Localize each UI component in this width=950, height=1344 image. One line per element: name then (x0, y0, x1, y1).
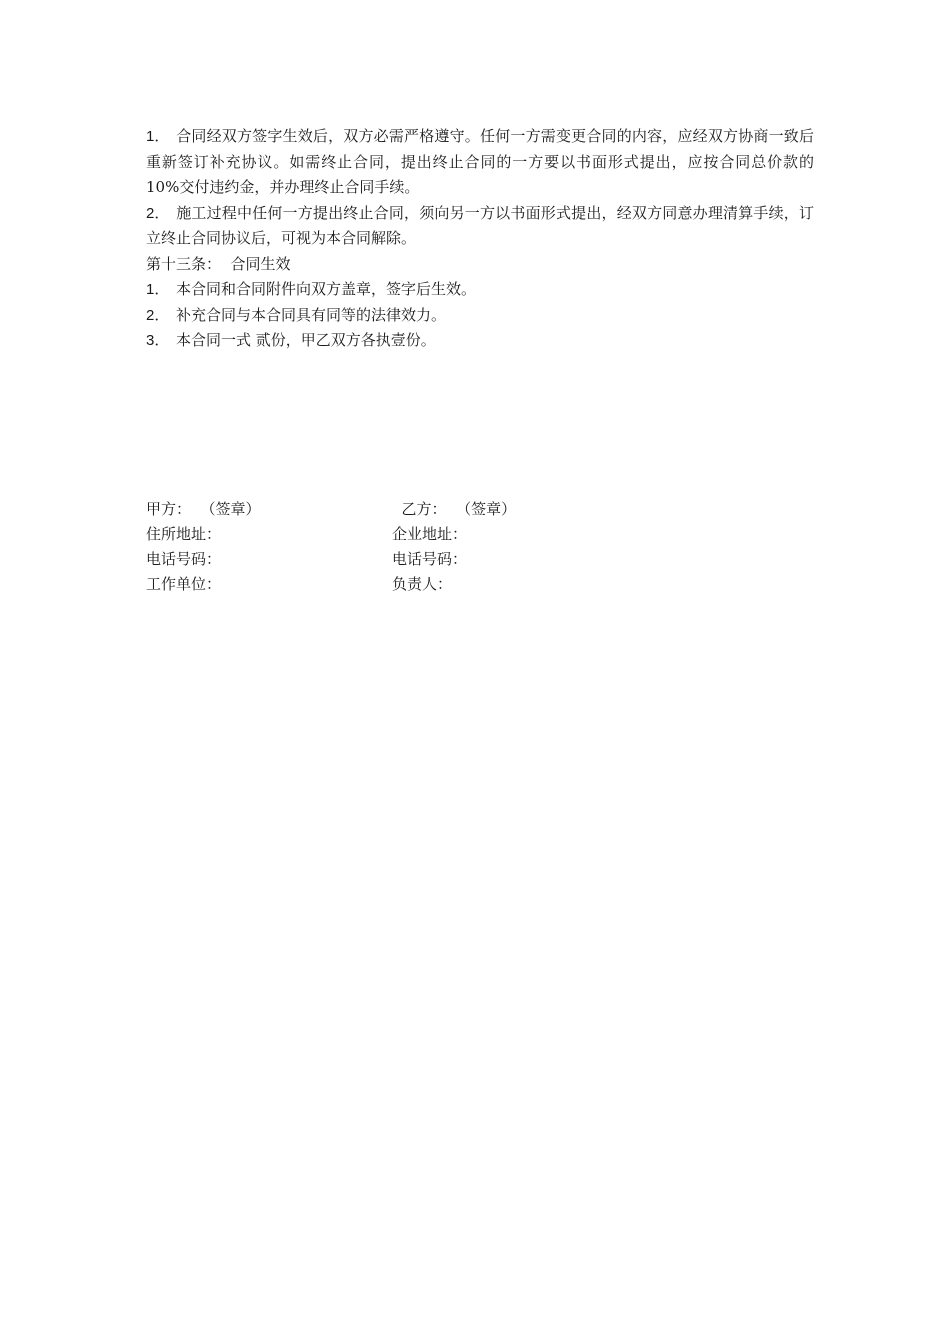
item-text: 本合同和合同附件向双方盖章，签字后生效。 (176, 280, 477, 298)
party-b-phone-label: 电话号码： (392, 550, 468, 568)
signature-row-employer (146, 572, 706, 597)
item-number: 1． (146, 281, 170, 298)
signature-row-phone (146, 547, 706, 572)
signature-row-parties (146, 497, 706, 522)
party-a-address-label: 住所地址： (146, 525, 222, 543)
item-number: 2． (146, 306, 170, 324)
party-a-phone-label: 电话号码： (146, 550, 222, 568)
party-b-address-label: 企业地址： (392, 525, 468, 543)
contract-body (146, 124, 814, 354)
party-a-seal: 甲方： （签章） (146, 500, 261, 518)
clause-text: 合同经双方签字生效后，双方必需严格遵守。任何一方需变更合同的内容，应经双方协商一致后重新签订补充协议。如需终止合同，提出终止合同的一方要以书面形式提出，应按合同总价款的 10%交付违约金，并办理终止合同手续。 (146, 127, 814, 196)
item-number: 3． (146, 332, 170, 349)
item-text: 本合同一式 贰份，甲乙双方各执壹份。 (176, 331, 436, 349)
article-13-item-2 (146, 303, 814, 329)
signature-block (146, 497, 706, 597)
article-13-heading: 第十三条： 合同生效 (146, 254, 291, 273)
clause-text: 施工过程中任何一方提出终止合同，须向另一方以书面形式提出，经双方同意办理清算手续，订立终止合同协议后，可视为本合同解除。 (146, 203, 814, 247)
clause-number: 1． (146, 128, 170, 145)
article-13-item-3 (146, 328, 814, 354)
clause-1 (146, 124, 814, 201)
signature-row-address (146, 522, 706, 547)
party-b-responsible-label: 负责人： (392, 575, 453, 593)
article-13-item-1 (146, 277, 814, 303)
clause-number: 2． (146, 204, 170, 222)
item-text: 补充合同与本合同具有同等的法律效力。 (176, 305, 447, 324)
party-b-seal: 乙方： （签章） (392, 500, 517, 518)
clause-2 (146, 201, 814, 252)
party-a-employer-label: 工作单位： (146, 575, 222, 593)
